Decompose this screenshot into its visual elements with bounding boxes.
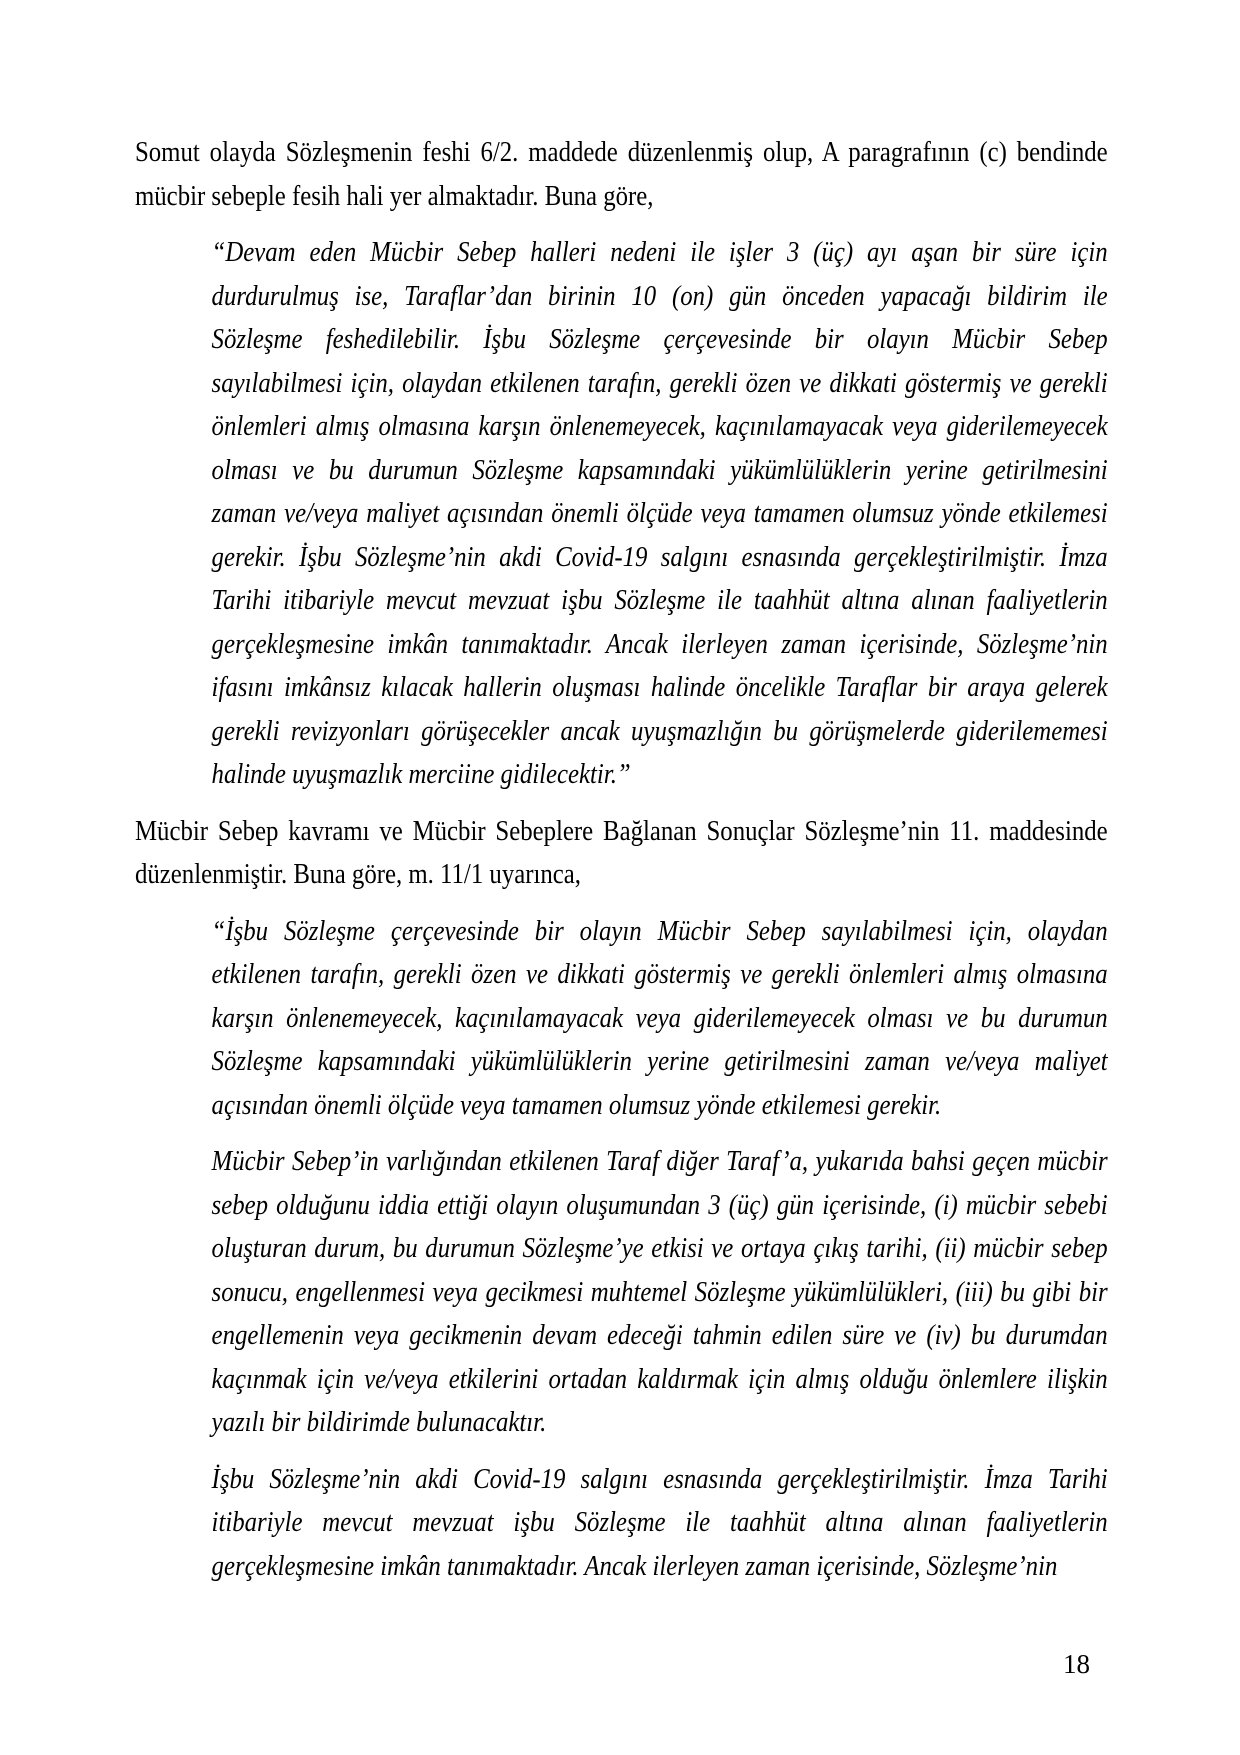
quote-paragraph-madde-11-1: “İşbu Sözleşme çerçevesinde bir olayın Mücbir Sebep sayılabilmesi için, olaydan etkilenen tarafın, gerekli özen ve dikkati göstermiş ve gerekli önlemleri almış olmasına karşın önlenemeyecek, kaçınılamayacak veya giderilemeyecek olması ve bu durumun Sözleşme kapsamındaki yükümlülüklerin yerine getirilmesini zaman ve/veya maliyet açısından önemli ölçüde veya tamamen olumsuz yönde etkilemesi gerekir. bbox=[211, 915, 1108, 1121]
page-number: 18 bbox=[1063, 1649, 1090, 1679]
body-paragraph-mucbir-sebep-madde-11: Mücbir Sebep kavramı ve Mücbir Sebeplere Bağlanan Sonuçlar Sözleşme’nin 11. maddesinde düzenlenmiştir. Buna göre, m. 11/1 uyarınca, bbox=[135, 815, 1108, 890]
page-content bbox=[135, 131, 1108, 1601]
quote-paragraph-madde-11-bildirim: Mücbir Sebep’in varlığından etkilenen Taraf diğer Taraf’a, yukarıda bahsi geçen mücbir sebep olduğunu iddia ettiği olayın oluşumundan 3 (üç) gün içerisinde, (i) mücbir sebebi oluşturan durum, bu durumun Sözleşme’ye etkisi ve ortaya çıkış tarihi, (ii) mücbir sebep sonucu, engellenmesi veya gecikmesi muhtemel Sözleşme yükümlülükleri, (iii) bu gibi bir engellemenin veya gecikmenin devam edeceği tahmin edilen süre ve (iv) bu durumdan kaçınmak için ve/veya etkilerini ortadan kaldırmak için almış olduğu önlemlere ilişkin yazılı bir bildirimde bulunacaktır. bbox=[211, 1146, 1108, 1438]
quote-paragraph-madde-11-covid: İşbu Sözleşme’nin akdi Covid-19 salgını esnasında gerçekleştirilmiştir. İmza Tarihi itibariyle mevcut mevzuat işbu Sözleşme ile taahhüt altına alınan faaliyetlerin gerçekleşmesine imkân tanımaktadır. Ancak ilerleyen zaman içerisinde, Sözleşme’nin bbox=[211, 1463, 1108, 1582]
quote-paragraph-madde-6-2: “Devam eden Mücbir Sebep halleri nedeni ile işler 3 (üç) ayı aşan bir süre için durdurulmuş ise, Taraflar’dan birinin 10 (on) gün önceden yapacağı bildirim ile Sözleşme feshedilebilir. İşbu Sözleşme çerçevesinde bir olayın Mücbir Sebep sayılabilmesi için, olaydan etkilenen tarafın, gerekli özen ve dikkati göstermiş ve gerekli önlemleri almış olmasına karşın önlenemeyecek, kaçınılamayacak veya giderilemeyecek olması ve bu durumun Sözleşme kapsamındaki yükümlülüklerin yerine getirilmesini zaman ve/veya maliyet açısından önemli ölçüde veya tamamen olumsuz yönde etkilemesi gerekir. İşbu Sözleşme’nin akdi Covid-19 salgını esnasında gerçekleştirilmiştir. İmza Tarihi itibariyle mevcut mevzuat işbu Sözleşme ile taahhüt altına alınan faaliyetlerin gerçekleşmesine imkân tanımaktadır. Ancak ilerleyen zaman içerisinde, Sözleşme’nin ifasını imkânsız kılacak hallerin oluşması halinde öncelikle Taraflar bir araya gelerek gerekli revizyonları görüşecekler ancak uyuşmazlığın bu görüşmelerde giderilememesi halinde uyuşmazlık merciine gidilecektir.” bbox=[211, 237, 1108, 790]
body-paragraph-fesih-intro: Somut olayda Sözleşmenin feshi 6/2. maddede düzenlenmiş olup, A paragrafının (c) bendinde mücbir sebeple fesih hali yer almaktadır. Buna göre, bbox=[135, 137, 1108, 212]
